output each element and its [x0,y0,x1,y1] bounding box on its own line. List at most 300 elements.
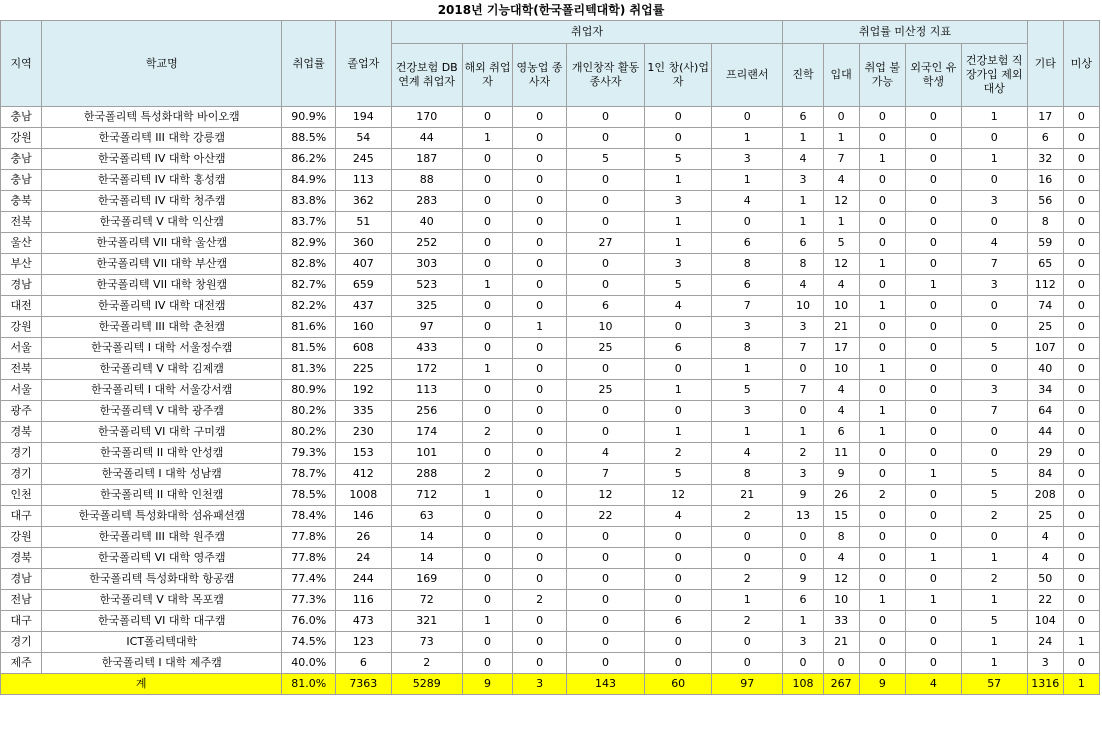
cell-value: 2 [712,569,783,590]
cell-value: 712 [391,485,462,506]
cell-value: 0 [566,653,644,674]
cell-value: 101 [391,443,462,464]
cell-value: 4 [783,275,823,296]
header-employed-col: 영농업 종사자 [513,44,567,107]
cell-value: 160 [335,317,391,338]
cell-value: 0 [859,653,905,674]
cell-value: 24 [335,548,391,569]
cell-value: 1 [906,275,962,296]
cell-value: 1008 [335,485,391,506]
cell-value: 9 [783,569,823,590]
cell-value: 7 [783,338,823,359]
cell-value: 80.9% [282,380,336,401]
cell-value: 0 [859,611,905,632]
cell-value: 0 [513,569,567,590]
cell-value: 1 [462,485,513,506]
cell-value: 88 [391,170,462,191]
cell-value: 74.5% [282,632,336,653]
cell-value: 2 [462,422,513,443]
header-excluded-col: 취업 불가능 [859,44,905,107]
cell-value: 0 [1063,653,1099,674]
cell-value: 4 [566,443,644,464]
cell-school: 한국폴리텍 III 대학 강릉캠 [42,128,282,149]
cell-value: 17 [1027,107,1063,128]
cell-value: 0 [1063,380,1099,401]
cell-value: 0 [1063,401,1099,422]
cell-school: 한국폴리텍 V 대학 목포캠 [42,590,282,611]
cell-value: 0 [859,212,905,233]
cell-value: 0 [906,170,962,191]
cell-value: 8 [712,254,783,275]
total-value: 81.0% [282,674,336,695]
total-value: 4 [906,674,962,695]
cell-value: 40.0% [282,653,336,674]
cell-value: 104 [1027,611,1063,632]
table-row [1,170,1100,191]
cell-value: 10 [566,317,644,338]
header-excluded-col: 진학 [783,44,823,107]
cell-value: 0 [906,569,962,590]
cell-value: 0 [906,233,962,254]
cell-value: 6 [823,422,859,443]
cell-value: 0 [462,317,513,338]
cell-school: 한국폴리텍 IV 대학 홍성캠 [42,170,282,191]
cell-value: 63 [391,506,462,527]
cell-value: 0 [513,380,567,401]
cell-value: 7 [961,254,1027,275]
cell-value: 6 [712,275,783,296]
cell-value: 0 [645,359,712,380]
cell-value: 1 [783,422,823,443]
cell-value: 0 [859,275,905,296]
cell-value: 88.5% [282,128,336,149]
cell-value: 1 [645,212,712,233]
cell-region: 울산 [1,233,42,254]
table-row [1,464,1100,485]
cell-value: 3 [645,254,712,275]
cell-value: 0 [645,401,712,422]
cell-value: 0 [513,527,567,548]
cell-value: 0 [513,212,567,233]
cell-value: 0 [645,128,712,149]
cell-value: 1 [645,170,712,191]
cell-value: 1 [823,212,859,233]
cell-value: 437 [335,296,391,317]
cell-value: 65 [1027,254,1063,275]
cell-value: 1 [712,590,783,611]
header-excluded-col: 건강보험 직장가입 제외대상 [961,44,1027,107]
header-employed-col: 해외 취업자 [462,44,513,107]
cell-value: 1 [961,590,1027,611]
cell-value: 303 [391,254,462,275]
cell-value: 0 [859,170,905,191]
cell-value: 0 [513,254,567,275]
cell-value: 0 [859,233,905,254]
cell-school: 한국폴리텍 I 대학 제주캠 [42,653,282,674]
cell-value: 40 [391,212,462,233]
cell-value: 83.8% [282,191,336,212]
cell-value: 3 [783,632,823,653]
cell-value: 0 [1063,590,1099,611]
cell-value: 523 [391,275,462,296]
cell-value: 0 [566,170,644,191]
cell-region: 제주 [1,653,42,674]
table-row [1,590,1100,611]
header-excluded-col: 입대 [823,44,859,107]
cell-value: 0 [566,590,644,611]
cell-value: 0 [859,380,905,401]
cell-value: 0 [961,296,1027,317]
cell-value: 0 [462,107,513,128]
cell-value: 0 [906,107,962,128]
cell-value: 0 [462,170,513,191]
cell-value: 244 [335,569,391,590]
cell-value: 0 [859,128,905,149]
cell-value: 245 [335,149,391,170]
cell-value: 1 [859,359,905,380]
header-rate: 취업률 [282,21,336,107]
cell-value: 7 [783,380,823,401]
cell-value: 0 [566,275,644,296]
table-row [1,527,1100,548]
cell-value: 0 [859,506,905,527]
total-label: 계 [1,674,282,695]
cell-region: 충남 [1,107,42,128]
cell-value: 0 [645,632,712,653]
cell-value: 81.5% [282,338,336,359]
cell-value: 78.5% [282,485,336,506]
cell-region: 강원 [1,527,42,548]
cell-value: 3 [961,380,1027,401]
cell-value: 79.3% [282,443,336,464]
table-row [1,422,1100,443]
cell-value: 77.8% [282,527,336,548]
cell-value: 360 [335,233,391,254]
cell-value: 0 [462,569,513,590]
cell-value: 0 [566,422,644,443]
cell-value: 174 [391,422,462,443]
cell-region: 서울 [1,338,42,359]
cell-value: 6 [645,611,712,632]
cell-value: 84 [1027,464,1063,485]
cell-value: 0 [1063,149,1099,170]
cell-value: 0 [566,548,644,569]
cell-region: 강원 [1,128,42,149]
table-row [1,443,1100,464]
header-graduates: 졸업자 [335,21,391,107]
cell-value: 9 [823,464,859,485]
cell-value: 153 [335,443,391,464]
cell-region: 서울 [1,380,42,401]
cell-value: 1 [712,170,783,191]
cell-school: 한국폴리텍 III 대학 원주캠 [42,527,282,548]
cell-school: 한국폴리텍 특성화대학 바이오캠 [42,107,282,128]
cell-value: 0 [513,191,567,212]
table-row [1,485,1100,506]
cell-value: 0 [906,359,962,380]
cell-value: 0 [513,611,567,632]
cell-value: 6 [566,296,644,317]
cell-school: 한국폴리텍 I 대학 서울정수캠 [42,338,282,359]
cell-value: 12 [823,569,859,590]
total-value: 97 [712,674,783,695]
cell-value: 8 [712,464,783,485]
cell-value: 86.2% [282,149,336,170]
cell-value: 0 [859,632,905,653]
cell-value: 8 [1027,212,1063,233]
cell-value: 473 [335,611,391,632]
cell-value: 14 [391,548,462,569]
cell-value: 412 [335,464,391,485]
header-school: 학교명 [42,21,282,107]
cell-value: 169 [391,569,462,590]
cell-value: 1 [961,107,1027,128]
cell-value: 283 [391,191,462,212]
cell-value: 659 [335,275,391,296]
cell-value: 8 [783,254,823,275]
cell-value: 74 [1027,296,1063,317]
cell-value: 0 [462,632,513,653]
cell-value: 5 [961,611,1027,632]
cell-value: 82.2% [282,296,336,317]
cell-region: 강원 [1,317,42,338]
cell-value: 0 [859,464,905,485]
header-employed-group: 취업자 [391,21,783,44]
cell-value: 433 [391,338,462,359]
cell-value: 5 [645,275,712,296]
cell-value: 0 [906,611,962,632]
table-row [1,296,1100,317]
cell-value: 2 [513,590,567,611]
cell-value: 0 [961,212,1027,233]
cell-value: 1 [462,359,513,380]
cell-value: 146 [335,506,391,527]
cell-value: 54 [335,128,391,149]
cell-value: 14 [391,527,462,548]
cell-value: 8 [823,527,859,548]
total-value: 9 [462,674,513,695]
cell-value: 123 [335,632,391,653]
cell-region: 경북 [1,548,42,569]
cell-value: 0 [859,443,905,464]
employment-rate-table [0,20,1100,695]
cell-value: 1 [462,128,513,149]
cell-value: 50 [1027,569,1063,590]
cell-value: 6 [645,338,712,359]
table-row [1,611,1100,632]
cell-value: 3 [783,464,823,485]
cell-value: 4 [823,170,859,191]
cell-value: 11 [823,443,859,464]
cell-value: 0 [823,653,859,674]
header-unconfirmed: 미상 [1063,21,1099,107]
cell-value: 3 [783,317,823,338]
table-row [1,401,1100,422]
cell-value: 0 [566,128,644,149]
cell-value: 0 [1063,233,1099,254]
cell-school: 한국폴리텍 V 대학 익산캠 [42,212,282,233]
cell-value: 1 [712,359,783,380]
cell-value: 8 [712,338,783,359]
cell-value: 0 [1063,527,1099,548]
cell-value: 22 [1027,590,1063,611]
cell-value: 0 [712,107,783,128]
cell-value: 0 [645,107,712,128]
cell-value: 4 [645,296,712,317]
cell-value: 0 [906,296,962,317]
cell-region: 대구 [1,611,42,632]
cell-region: 충북 [1,191,42,212]
cell-value: 2 [783,443,823,464]
cell-value: 25 [566,338,644,359]
cell-value: 0 [1063,254,1099,275]
cell-value: 15 [823,506,859,527]
cell-value: 1 [859,149,905,170]
cell-value: 0 [961,317,1027,338]
cell-value: 0 [1063,128,1099,149]
cell-value: 80.2% [282,401,336,422]
cell-school: ICT폴리텍대학 [42,632,282,653]
cell-value: 26 [335,527,391,548]
cell-value: 64 [1027,401,1063,422]
cell-value: 0 [1063,275,1099,296]
cell-school: 한국폴리텍 II 대학 안성캠 [42,443,282,464]
cell-region: 대구 [1,506,42,527]
total-value: 1 [1063,674,1099,695]
cell-value: 4 [823,548,859,569]
cell-value: 0 [859,569,905,590]
cell-value: 407 [335,254,391,275]
cell-value: 5 [823,233,859,254]
cell-value: 27 [566,233,644,254]
cell-value: 0 [513,485,567,506]
cell-value: 5 [961,485,1027,506]
cell-value: 12 [823,191,859,212]
cell-value: 608 [335,338,391,359]
total-value: 9 [859,674,905,695]
cell-value: 25 [566,380,644,401]
cell-value: 0 [906,317,962,338]
cell-value: 0 [645,317,712,338]
table-row [1,254,1100,275]
cell-value: 1 [859,422,905,443]
cell-value: 3 [961,275,1027,296]
cell-value: 0 [906,191,962,212]
cell-value: 0 [513,506,567,527]
cell-value: 4 [823,275,859,296]
cell-school: 한국폴리텍 II 대학 인천캠 [42,485,282,506]
cell-value: 6 [783,107,823,128]
cell-value: 2 [645,443,712,464]
cell-value: 113 [391,380,462,401]
cell-value: 0 [1063,443,1099,464]
cell-region: 경남 [1,569,42,590]
cell-value: 0 [462,212,513,233]
total-row [1,674,1100,695]
cell-value: 25 [1027,317,1063,338]
cell-value: 3 [961,191,1027,212]
cell-value: 1 [859,401,905,422]
cell-value: 13 [783,506,823,527]
cell-value: 1 [961,149,1027,170]
total-value: 60 [645,674,712,695]
cell-region: 경남 [1,275,42,296]
table-row [1,233,1100,254]
cell-value: 116 [335,590,391,611]
cell-value: 7 [823,149,859,170]
table-row [1,359,1100,380]
cell-region: 충남 [1,170,42,191]
cell-value: 0 [1063,338,1099,359]
cell-value: 1 [783,191,823,212]
cell-value: 5 [712,380,783,401]
cell-value: 77.8% [282,548,336,569]
cell-value: 0 [1063,422,1099,443]
cell-value: 81.3% [282,359,336,380]
cell-value: 0 [566,107,644,128]
cell-value: 0 [1063,191,1099,212]
cell-value: 0 [1063,296,1099,317]
cell-value: 0 [462,548,513,569]
cell-value: 1 [645,233,712,254]
cell-value: 1 [783,212,823,233]
cell-value: 325 [391,296,462,317]
cell-value: 0 [513,401,567,422]
cell-school: 한국폴리텍 VI 대학 영주캠 [42,548,282,569]
cell-value: 0 [906,149,962,170]
cell-value: 0 [859,107,905,128]
cell-value: 40 [1027,359,1063,380]
cell-value: 0 [783,653,823,674]
table-row [1,380,1100,401]
cell-value: 44 [1027,422,1063,443]
cell-value: 3 [783,170,823,191]
cell-value: 0 [645,548,712,569]
cell-value: 3 [712,317,783,338]
total-value: 1316 [1027,674,1063,695]
cell-value: 73 [391,632,462,653]
cell-value: 2 [391,653,462,674]
cell-value: 0 [1063,317,1099,338]
cell-value: 0 [513,275,567,296]
cell-school: 한국폴리텍 VI 대학 구미캠 [42,422,282,443]
cell-value: 0 [566,611,644,632]
cell-value: 0 [645,590,712,611]
cell-value: 81.6% [282,317,336,338]
cell-value: 1 [859,254,905,275]
cell-value: 0 [783,548,823,569]
cell-value: 0 [462,233,513,254]
cell-value: 0 [1063,611,1099,632]
cell-value: 170 [391,107,462,128]
cell-value: 0 [462,653,513,674]
cell-value: 0 [906,338,962,359]
cell-value: 9 [783,485,823,506]
cell-value: 0 [513,149,567,170]
cell-value: 0 [566,632,644,653]
cell-value: 7 [961,401,1027,422]
cell-value: 0 [961,527,1027,548]
cell-value: 84.9% [282,170,336,191]
cell-value: 22 [566,506,644,527]
cell-value: 17 [823,338,859,359]
table-row [1,275,1100,296]
cell-region: 전북 [1,212,42,233]
cell-value: 0 [859,191,905,212]
cell-value: 1 [783,128,823,149]
table-row [1,569,1100,590]
cell-value: 0 [906,443,962,464]
